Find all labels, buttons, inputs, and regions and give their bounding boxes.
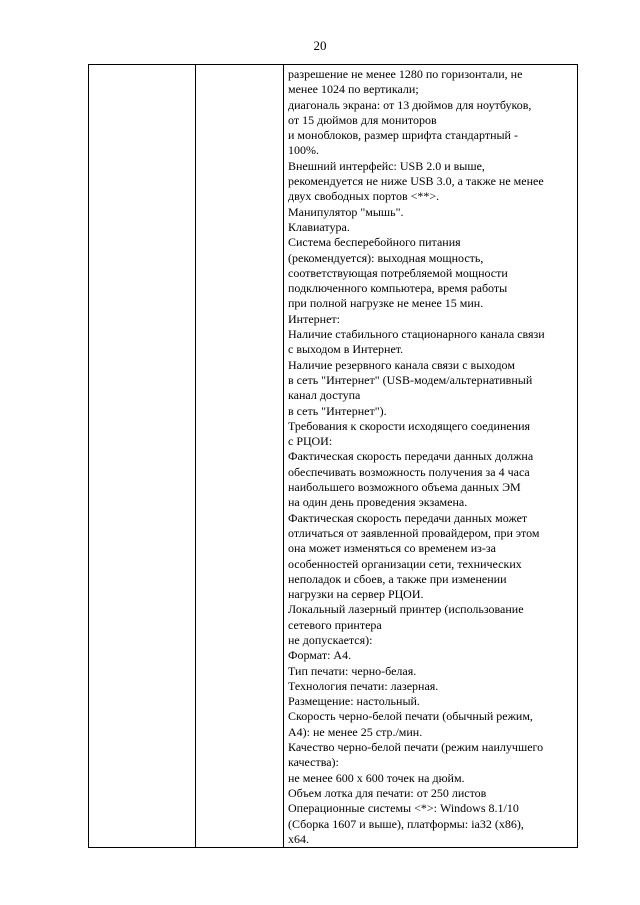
requirement-line: она может изменяться со временем из-за (288, 541, 496, 556)
requirement-line: рекомендуется не ниже USB 3.0, а также не менее (288, 174, 544, 189)
requirement-line: не допускается): (288, 632, 373, 647)
requirement-line: Внешний интерфейс: USB 2.0 и выше, (288, 158, 485, 173)
requirement-line: Локальный лазерный принтер (использование (288, 602, 524, 617)
requirement-line: Тип печати: черно-белая. (288, 663, 417, 678)
requirement-line: неполадок и сбоев, а также при изменении (288, 571, 507, 586)
requirement-line: Размещение: настольный. (288, 694, 420, 709)
requirement-line: не менее 600 x 600 точек на дюйм. (288, 770, 465, 785)
requirement-line: менее 1024 по вертикали; (288, 82, 419, 97)
requirement-line: обеспечивать возможность получения за 4 часа (288, 464, 530, 479)
requirement-line: Наличие резервного канала связи с выходом (288, 357, 515, 372)
requirement-line: в сеть "Интернет"). (288, 403, 387, 418)
requirement-line: с выходом в Интернет. (288, 342, 404, 357)
requirement-line: наибольшего возможного объема данных ЭМ (288, 480, 521, 495)
requirements-table (88, 64, 578, 848)
requirement-line: 100%. (288, 143, 319, 158)
requirement-line: разрешение не менее 1280 по горизонтали, не (288, 67, 523, 81)
requirement-line: сетевого принтера (288, 617, 382, 632)
requirement-line: Технология печати: лазерная. (288, 678, 439, 693)
requirement-line: от 15 дюймов для мониторов (288, 112, 437, 127)
requirement-line: Скорость черно-белой печати (обычный режим, (288, 709, 533, 724)
requirement-line: Интернет: (288, 311, 340, 326)
requirement-line: качества): (288, 755, 339, 770)
table-cell-col1 (89, 65, 196, 848)
requirement-line: в сеть "Интернет" (USB-модем/альтернативный (288, 372, 533, 387)
requirement-line: Требования к скорости исходящего соединения (288, 418, 531, 433)
requirement-line: Клавиатура. (288, 219, 350, 234)
requirement-line: А4): не менее 25 стр./мин. (288, 724, 423, 739)
requirement-line: нагрузки на сервер РЦОИ. (288, 587, 424, 602)
table-row (89, 65, 578, 848)
requirement-line: (Сборка 1607 и выше), платформы: ia32 (x86), (288, 816, 524, 831)
requirement-line: Фактическая скорость передачи данных может (288, 510, 528, 525)
table-cell-requirements (284, 65, 578, 848)
requirement-line: Объем лотка для печати: от 250 листов (288, 785, 487, 800)
requirement-line: Наличие стабильного стационарного канала связи (288, 327, 545, 342)
requirement-line: отличаться от заявленной провайдером, при этом (288, 525, 540, 540)
requirement-line: подключенного компьютера, время работы (288, 281, 508, 296)
requirement-line: x64. (288, 831, 309, 846)
requirement-line: Формат: А4. (288, 648, 352, 663)
table-cell-col2 (196, 65, 284, 848)
requirement-line: (рекомендуется): выходная мощность, (288, 250, 484, 265)
requirement-line: двух свободных портов <**>. (288, 189, 440, 204)
requirement-line: при полной нагрузке не менее 15 мин. (288, 296, 484, 311)
requirement-line: Операционные системы <*>: Windows 8.1/10 (288, 801, 519, 816)
requirement-line: на один день проведения экзамена. (288, 495, 468, 510)
requirement-line: Манипулятор "мышь". (288, 204, 404, 219)
requirement-line: соответствующая потребляемой мощности (288, 265, 508, 280)
requirement-line: с РЦОИ: (288, 434, 333, 449)
requirement-line: и моноблоков, размер шрифта стандартный - (288, 128, 518, 143)
requirement-line: Качество черно-белой печати (режим наилучшего (288, 740, 544, 755)
requirement-line: Фактическая скорость передачи данных должна (288, 449, 534, 464)
requirement-line: особенностей организации сети, технических (288, 556, 522, 571)
requirement-line: диагональ экрана: от 13 дюймов для ноутбуков, (288, 97, 532, 112)
requirement-line: канал доступа (288, 388, 361, 403)
requirement-line: Система бесперебойного питания (288, 235, 461, 250)
page-number: 20 (313, 38, 327, 53)
